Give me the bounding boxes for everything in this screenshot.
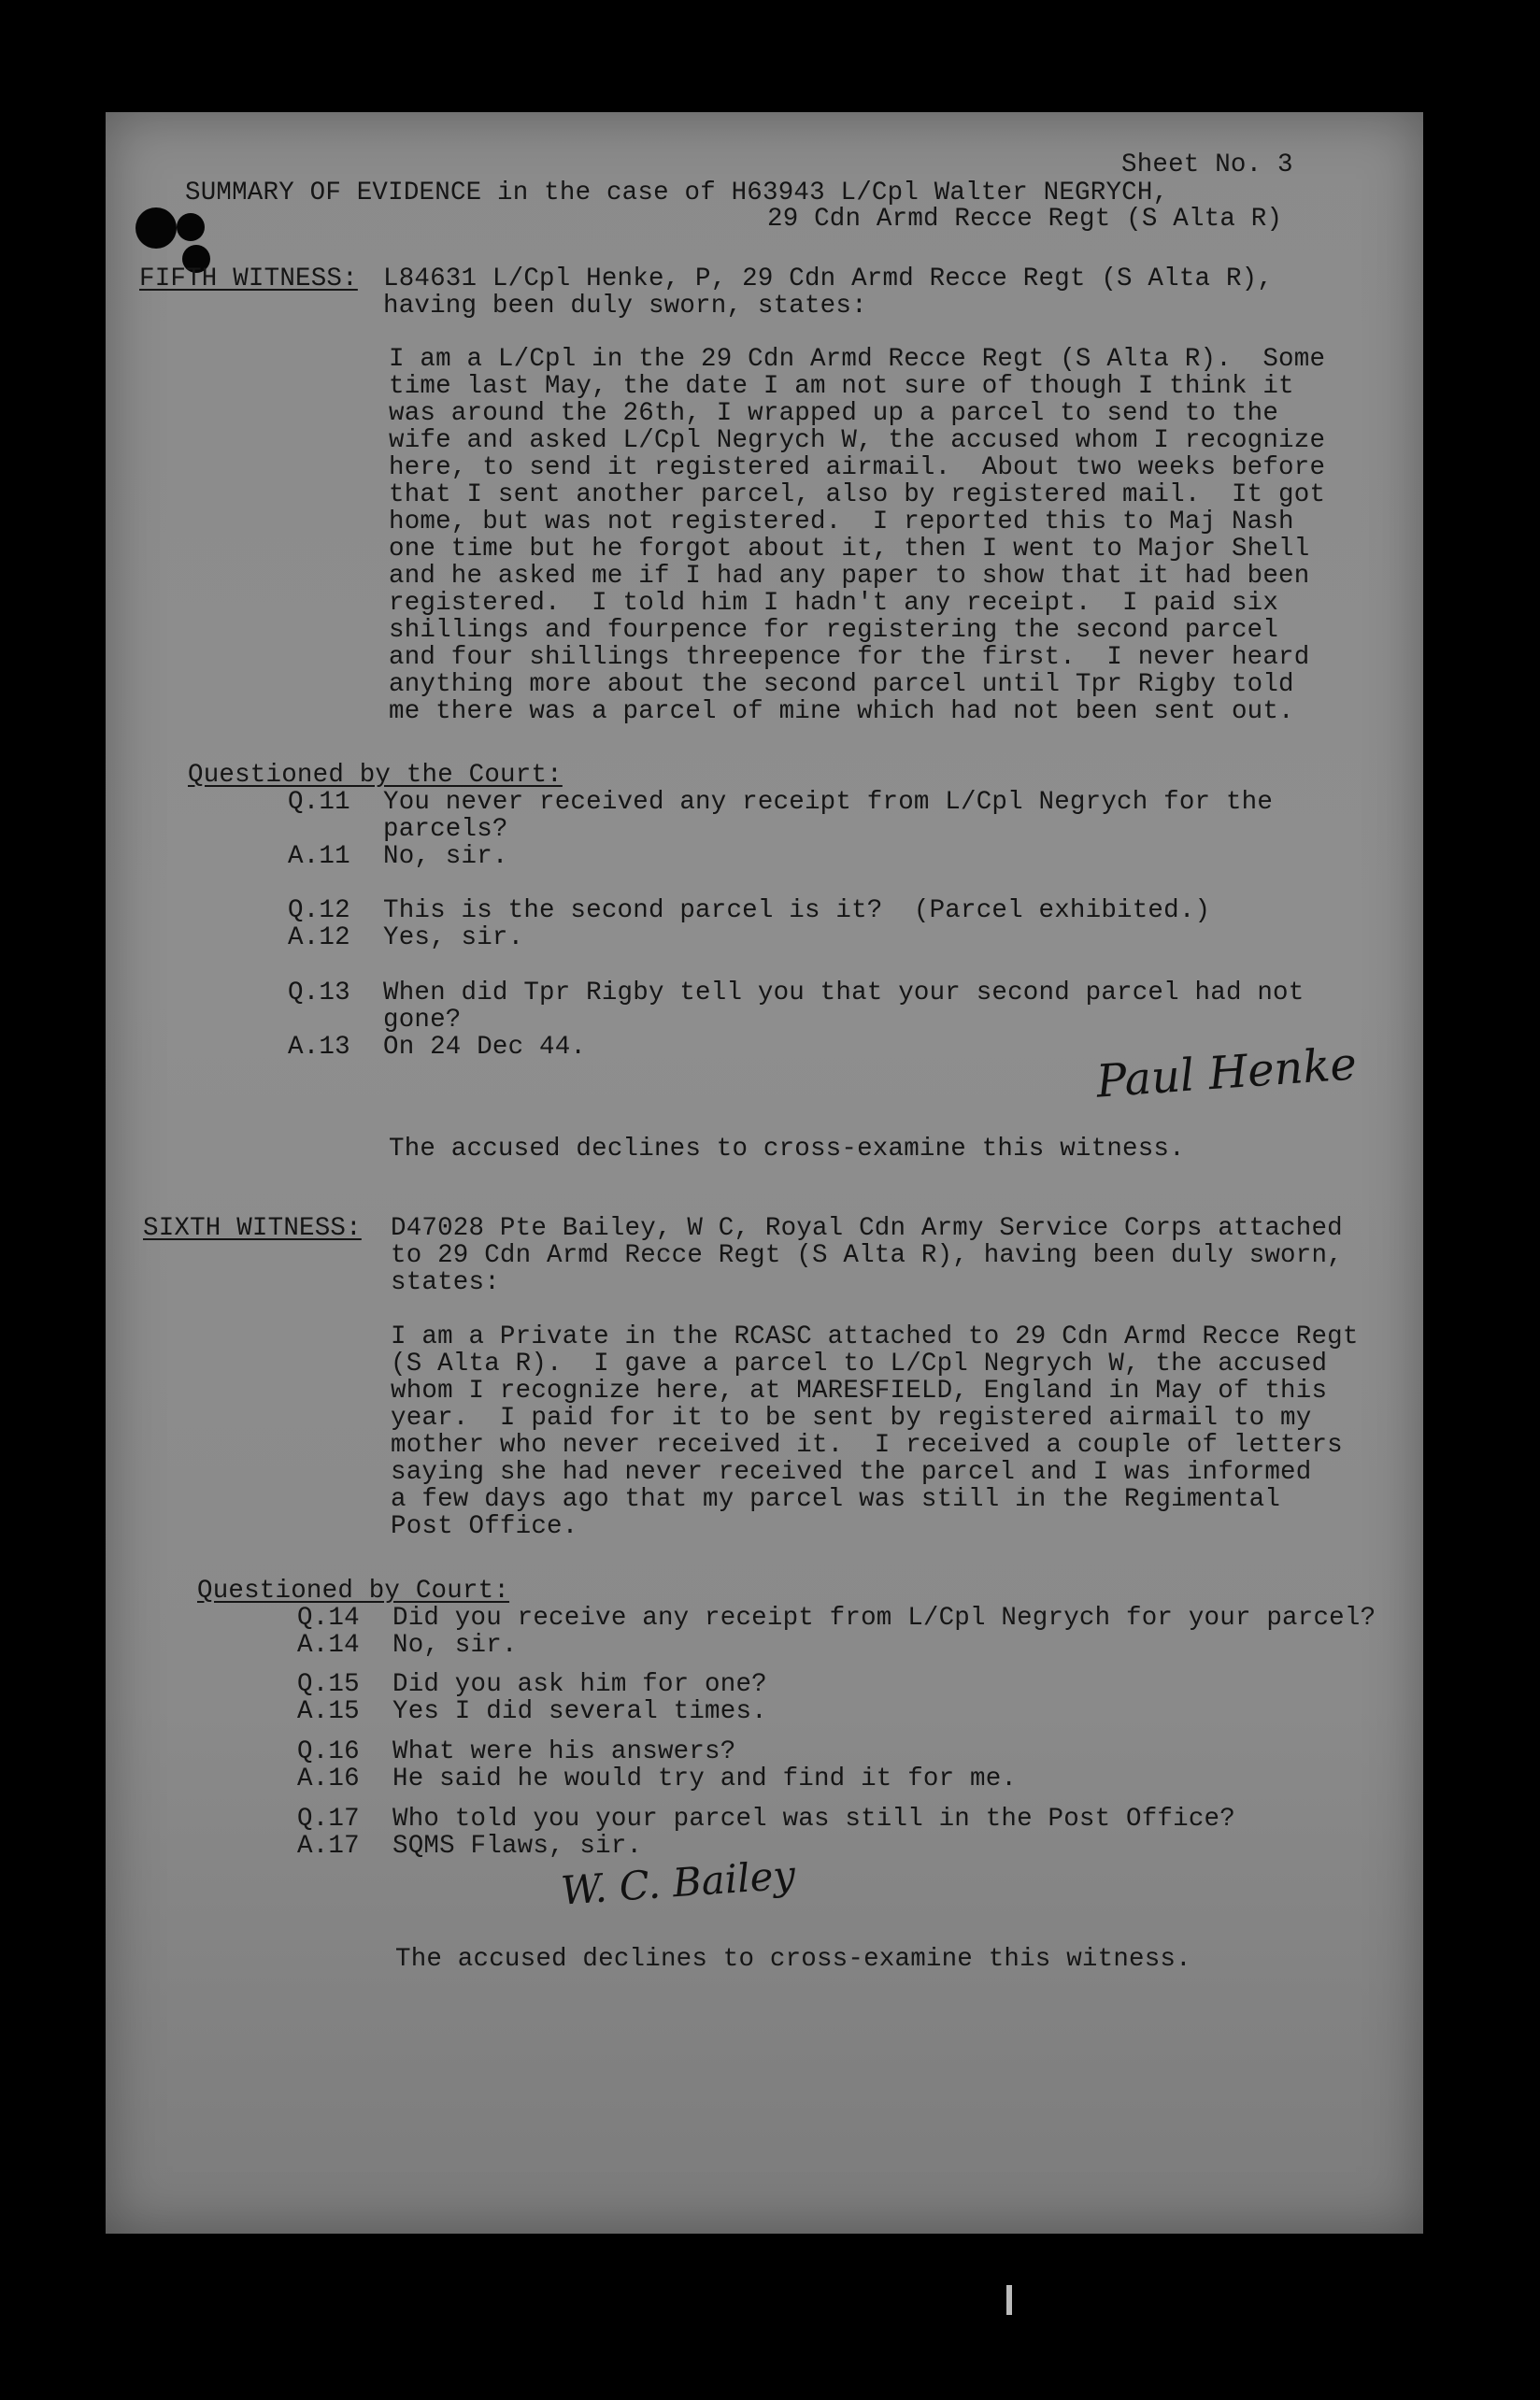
answer-number: A.13: [288, 1033, 350, 1062]
question-number: Q.16: [297, 1737, 360, 1766]
statement-line: year. I paid for it to be sent by registered airmail to my: [391, 1404, 1312, 1433]
answer-text: Yes, sir.: [383, 923, 524, 952]
question-text: gone?: [383, 1006, 462, 1035]
question-text: This is the second parcel is it? (Parcel exhibited.): [383, 896, 1211, 925]
question-number: Q.14: [297, 1604, 360, 1633]
answer-text: SQMS Flaws, sir.: [392, 1832, 643, 1861]
answer-text: On 24 Dec 44.: [383, 1033, 587, 1062]
answer-number: A.16: [297, 1764, 360, 1793]
question-number: Q.15: [297, 1670, 360, 1699]
statement-line: registered. I told him I hadn't any receipt. I paid six: [389, 589, 1279, 618]
question-text: What were his answers?: [392, 1737, 736, 1766]
statement-line: Post Office.: [391, 1512, 578, 1541]
statement-line: me there was a parcel of mine which had not been sent out.: [389, 697, 1294, 726]
question-number: Q.17: [297, 1805, 360, 1834]
question-text: Did you receive any receipt from L/Cpl Negrych for your parcel?: [392, 1604, 1376, 1633]
sixth-witness-label: SIXTH WITNESS:: [143, 1214, 362, 1243]
answer-number: A.17: [297, 1832, 360, 1861]
court-questions-heading: Questioned by Court:: [197, 1577, 510, 1606]
statement-line: home, but was not registered. I reported this to Maj Nash: [389, 507, 1294, 536]
sixth-witness-intro: to 29 Cdn Armd Recce Regt (S Alta R), having been duly sworn,: [391, 1241, 1343, 1270]
statement-line: one time but he forgot about it, then I went to Major Shell: [389, 535, 1310, 564]
statement-line: mother who never received it. I received a couple of letters: [391, 1431, 1343, 1460]
statement-line: was around the 26th, I wrapped up a parcel to send to the: [389, 399, 1279, 428]
answer-number: A.11: [288, 842, 350, 871]
statement-line: shillings and fourpence for registering the second parcel: [389, 616, 1279, 645]
sixth-witness-intro: states:: [391, 1268, 500, 1297]
statement-line: wife and asked L/Cpl Negrych W, the accused whom I recognize: [389, 426, 1326, 455]
summary-unit: 29 Cdn Armd Recce Regt (S Alta R): [767, 205, 1283, 234]
statement-line: saying she had never received the parcel and I was informed: [391, 1458, 1312, 1487]
statement-line: here, to send it registered airmail. About two weeks before: [389, 453, 1326, 482]
statement-line: (S Alta R). I gave a parcel to L/Cpl Negrych W, the accused: [391, 1350, 1328, 1379]
question-text: When did Tpr Rigby tell you that your second parcel had not: [383, 979, 1305, 1007]
statement-line: whom I recognize here, at MARESFIELD, England in May of this: [391, 1377, 1328, 1406]
statement-line: I am a L/Cpl in the 29 Cdn Armd Recce Regt (S Alta R). Some: [389, 345, 1326, 374]
fifth-witness-label: FIFTH WITNESS:: [139, 264, 358, 293]
answer-number: A.14: [297, 1631, 360, 1660]
answer-number: A.12: [288, 923, 350, 952]
punch-hole: [135, 207, 177, 249]
sheet-number: Sheet No. 3: [1121, 150, 1293, 179]
witness-signature: Paul Henke: [1094, 1037, 1359, 1108]
answer-text: He said he would try and find it for me.: [392, 1764, 1018, 1793]
question-text: Who told you your parcel was still in the Post Office?: [392, 1805, 1235, 1834]
answer-number: A.15: [297, 1697, 360, 1726]
fifth-witness-intro: L84631 L/Cpl Henke, P, 29 Cdn Armd Recce Regt (S Alta R),: [383, 264, 1274, 293]
answer-text: Yes I did several times.: [392, 1697, 767, 1726]
statement-line: I am a Private in the RCASC attached to 29 Cdn Armd Recce Regt: [391, 1322, 1359, 1351]
scan-mark: [1006, 2285, 1012, 2315]
fifth-witness-intro: having been duly sworn, states:: [383, 292, 867, 321]
witness-signature: W. C. Bailey: [559, 1851, 797, 1914]
question-text: parcels?: [383, 815, 508, 844]
question-number: Q.12: [288, 896, 350, 925]
punch-hole: [177, 213, 205, 241]
question-number: Q.13: [288, 979, 350, 1007]
statement-line: anything more about the second parcel until Tpr Rigby told: [389, 670, 1294, 699]
statement-line: that I sent another parcel, also by registered mail. It got: [389, 480, 1326, 509]
summary-title: SUMMARY OF EVIDENCE in the case of H63943 L/Cpl Walter NEGRYCH,: [185, 179, 1169, 207]
cross-exam-decline: The accused declines to cross-examine this witness.: [395, 1945, 1191, 1974]
question-text: You never received any receipt from L/Cpl Negrych for the: [383, 788, 1274, 817]
answer-text: No, sir.: [383, 842, 508, 871]
question-number: Q.11: [288, 788, 350, 817]
document-page: [106, 112, 1423, 2234]
statement-line: and four shillings threepence for the first. I never heard: [389, 643, 1310, 672]
cross-exam-decline: The accused declines to cross-examine this witness.: [389, 1135, 1185, 1164]
answer-text: No, sir.: [392, 1631, 518, 1660]
statement-line: time last May, the date I am not sure of though I think it: [389, 372, 1294, 401]
question-text: Did you ask him for one?: [392, 1670, 767, 1699]
statement-line: a few days ago that my parcel was still in the Regimental: [391, 1485, 1281, 1514]
statement-line: and he asked me if I had any paper to show that it had been: [389, 562, 1310, 591]
sixth-witness-intro: D47028 Pte Bailey, W C, Royal Cdn Army Service Corps attached: [391, 1214, 1343, 1243]
court-questions-heading: Questioned by the Court:: [188, 761, 563, 790]
